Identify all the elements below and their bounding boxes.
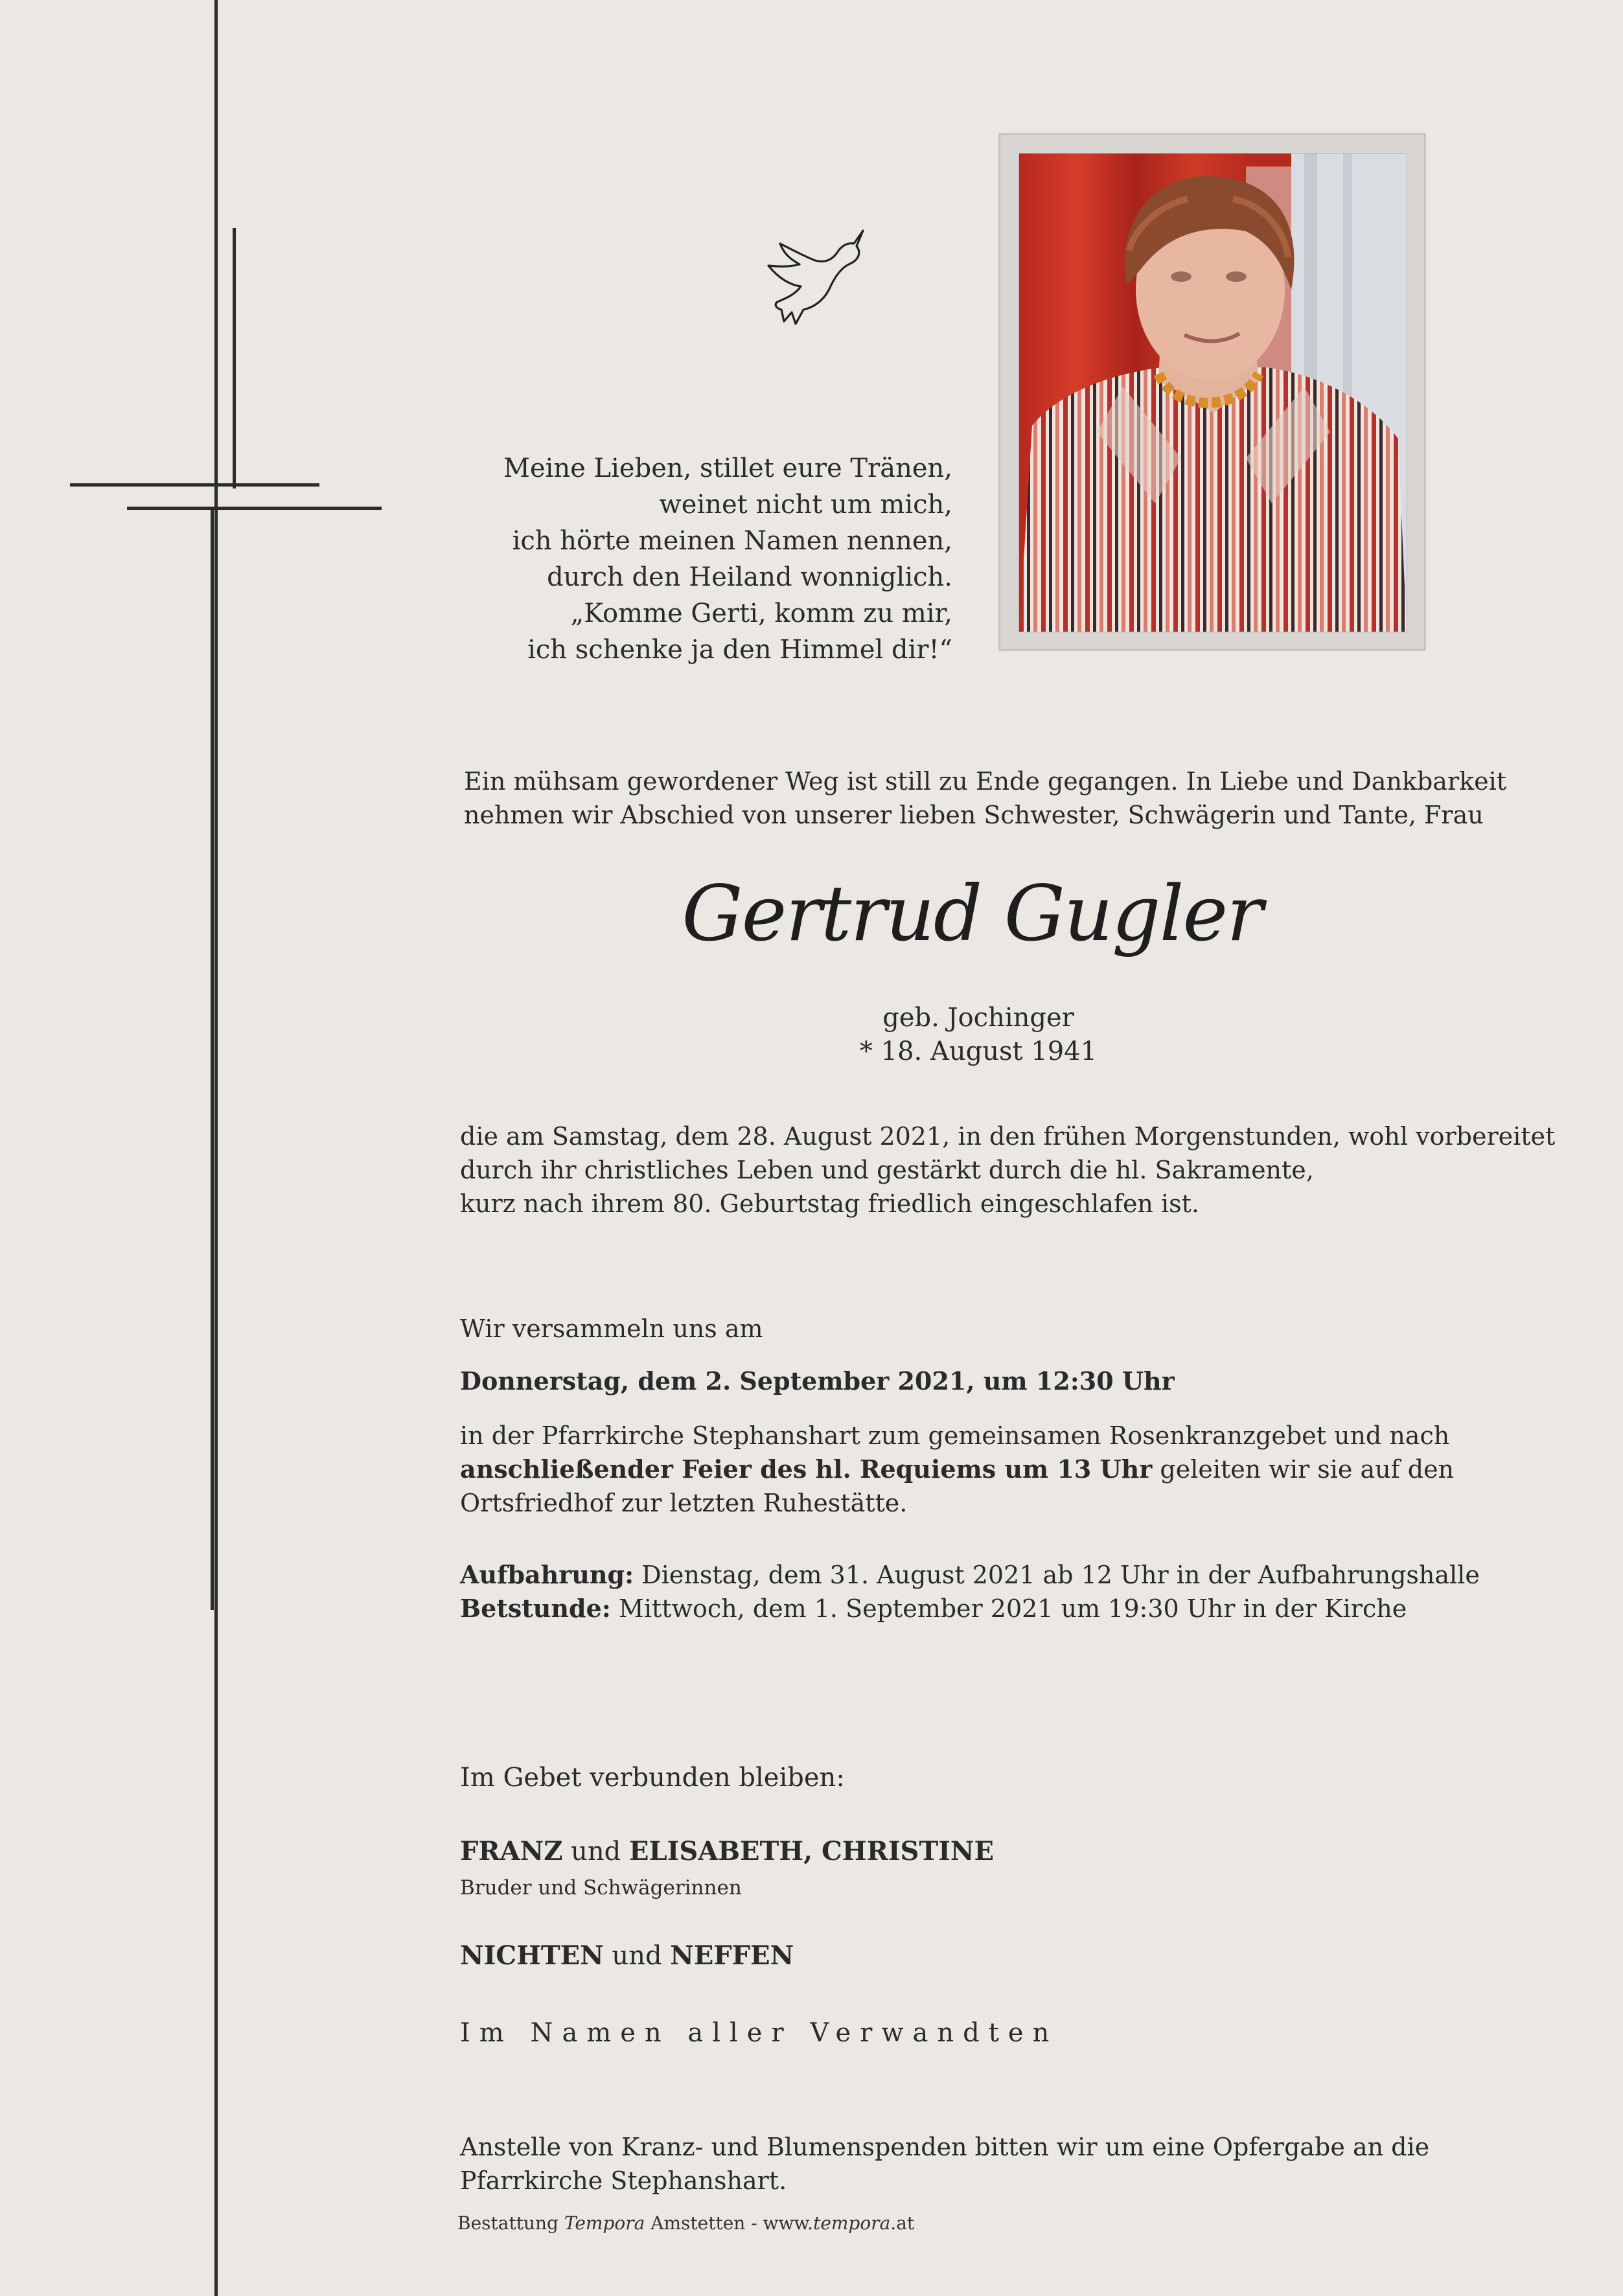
deceased-name: Gertrud Gugler [682, 869, 1262, 958]
donation-line: Anstelle von Kranz- und Blumenspenden bitten wir um eine Opfergabe an die [460, 2133, 1430, 2161]
und-text: und [603, 1941, 671, 1971]
gathering-line-rest: geleiten wir sie auf den [1152, 1455, 1455, 1484]
schedule [460, 1558, 1574, 1625]
footer-suffix: .at [890, 2212, 915, 2234]
maiden-name: geb. Jochinger [882, 1003, 1074, 1033]
poem [402, 450, 952, 668]
footer-prefix: Bestattung [457, 2212, 564, 2234]
gathering-details [460, 1419, 1574, 1520]
donation-text [460, 2130, 1574, 2198]
betstunde-label: Betstunde: [460, 1594, 611, 1623]
mourner-nichten: NICHTEN [460, 1940, 604, 1971]
betstunde-text: Mittwoch, dem 1. September 2021 um 19:30 Uhr in der Kirche [610, 1594, 1407, 1623]
gathering-line: Ortsfriedhof zur letzten Ruhestätte. [460, 1489, 908, 1517]
poem-line: weinet nicht um mich, [659, 490, 952, 520]
gathering-lead: Wir versammeln uns am [460, 1314, 763, 1343]
mourner-franz: FRANZ [460, 1836, 563, 1866]
mourners-group-2 [460, 1939, 1574, 1973]
requiem-time: anschließender Feier des hl. Requiems um 13 Uhr [460, 1454, 1153, 1484]
intro-text [464, 764, 1565, 832]
poem-line: ich schenke ja den Himmel dir!“ [527, 635, 952, 665]
poem-line: durch den Heiland wonniglich. [547, 562, 952, 592]
gathering-date-text: Donnerstag, dem 2. September 2021, um 12:30 Uhr [460, 1366, 1175, 1395]
betstunde-line [460, 1592, 1574, 1625]
deceased-details [777, 1001, 1179, 1068]
gathering-line: in der Pfarrkirche Stephanshart zum gemeinsamen Rosenkranzgebet und nach [460, 1421, 1450, 1450]
death-line: durch ihr christliches Leben und gestärkt durch die hl. Sakramente, [460, 1156, 1314, 1184]
birth-date: * 18. August 1941 [859, 1037, 1098, 1066]
mourners-lead: Im Gebet verbunden bleiben: [460, 1763, 845, 1793]
poem-line: „Komme Gerti, komm zu mir, [570, 599, 952, 628]
footer-brand: Tempora [564, 2212, 645, 2234]
donation-line: Pfarrkirche Stephanshart. [460, 2166, 787, 2195]
gathering-line [460, 1452, 1574, 1486]
mourners-group-1-relation: Bruder und Schwägerinnen [460, 1876, 742, 1900]
all-relatives: Im Namen aller Verwandten [460, 2018, 1059, 2048]
cross-short-vertical [233, 228, 236, 488]
footer-brand-url: tempora [813, 2212, 891, 2234]
mourner-neffen: NEFFEN [670, 1940, 794, 1971]
footer [457, 2212, 914, 2234]
poem-line: ich hörte meinen Namen nennen, [512, 526, 952, 556]
cross-long-vertical [214, 0, 218, 2296]
cross-bar-left [70, 483, 319, 487]
intro-line: Ein mühsam gewordener Weg ist still zu Ende gegangen. In Liebe und Dankbarkeit [464, 767, 1507, 796]
footer-middle: Amstetten - www. [645, 2212, 814, 2234]
intro-line: nehmen wir Abschied von unserer lieben Schwester, Schwägerin und Tante, Frau [464, 801, 1484, 829]
death-line: kurz nach ihrem 80. Geburtstag friedlich eingeschlafen ist. [460, 1189, 1199, 1218]
cross-left-vertical [211, 509, 214, 1610]
dove-icon [765, 227, 868, 337]
aufbahrung-text: Dienstag, dem 31. August 2021 ab 12 Uhr in der Aufbahrungshalle [634, 1561, 1480, 1589]
aufbahrung-label: Aufbahrung: [460, 1560, 634, 1589]
death-line: die am Samstag, dem 28. August 2021, in den frühen Morgenstunden, wohl vorbereitet [460, 1122, 1556, 1151]
portrait-photo [1019, 153, 1407, 632]
mourners-group-1 [460, 1835, 1574, 1868]
mourner-elisabeth-christine: ELISABETH, CHRISTINE [629, 1836, 994, 1866]
death-text [460, 1119, 1574, 1221]
aufbahrung-line [460, 1558, 1574, 1592]
gathering-date [460, 1364, 1574, 1398]
portrait-frame [998, 133, 1426, 651]
cross-bar-right [127, 507, 382, 510]
und-text: und [562, 1837, 629, 1866]
poem-line: Meine Lieben, stillet eure Tränen, [503, 453, 952, 483]
